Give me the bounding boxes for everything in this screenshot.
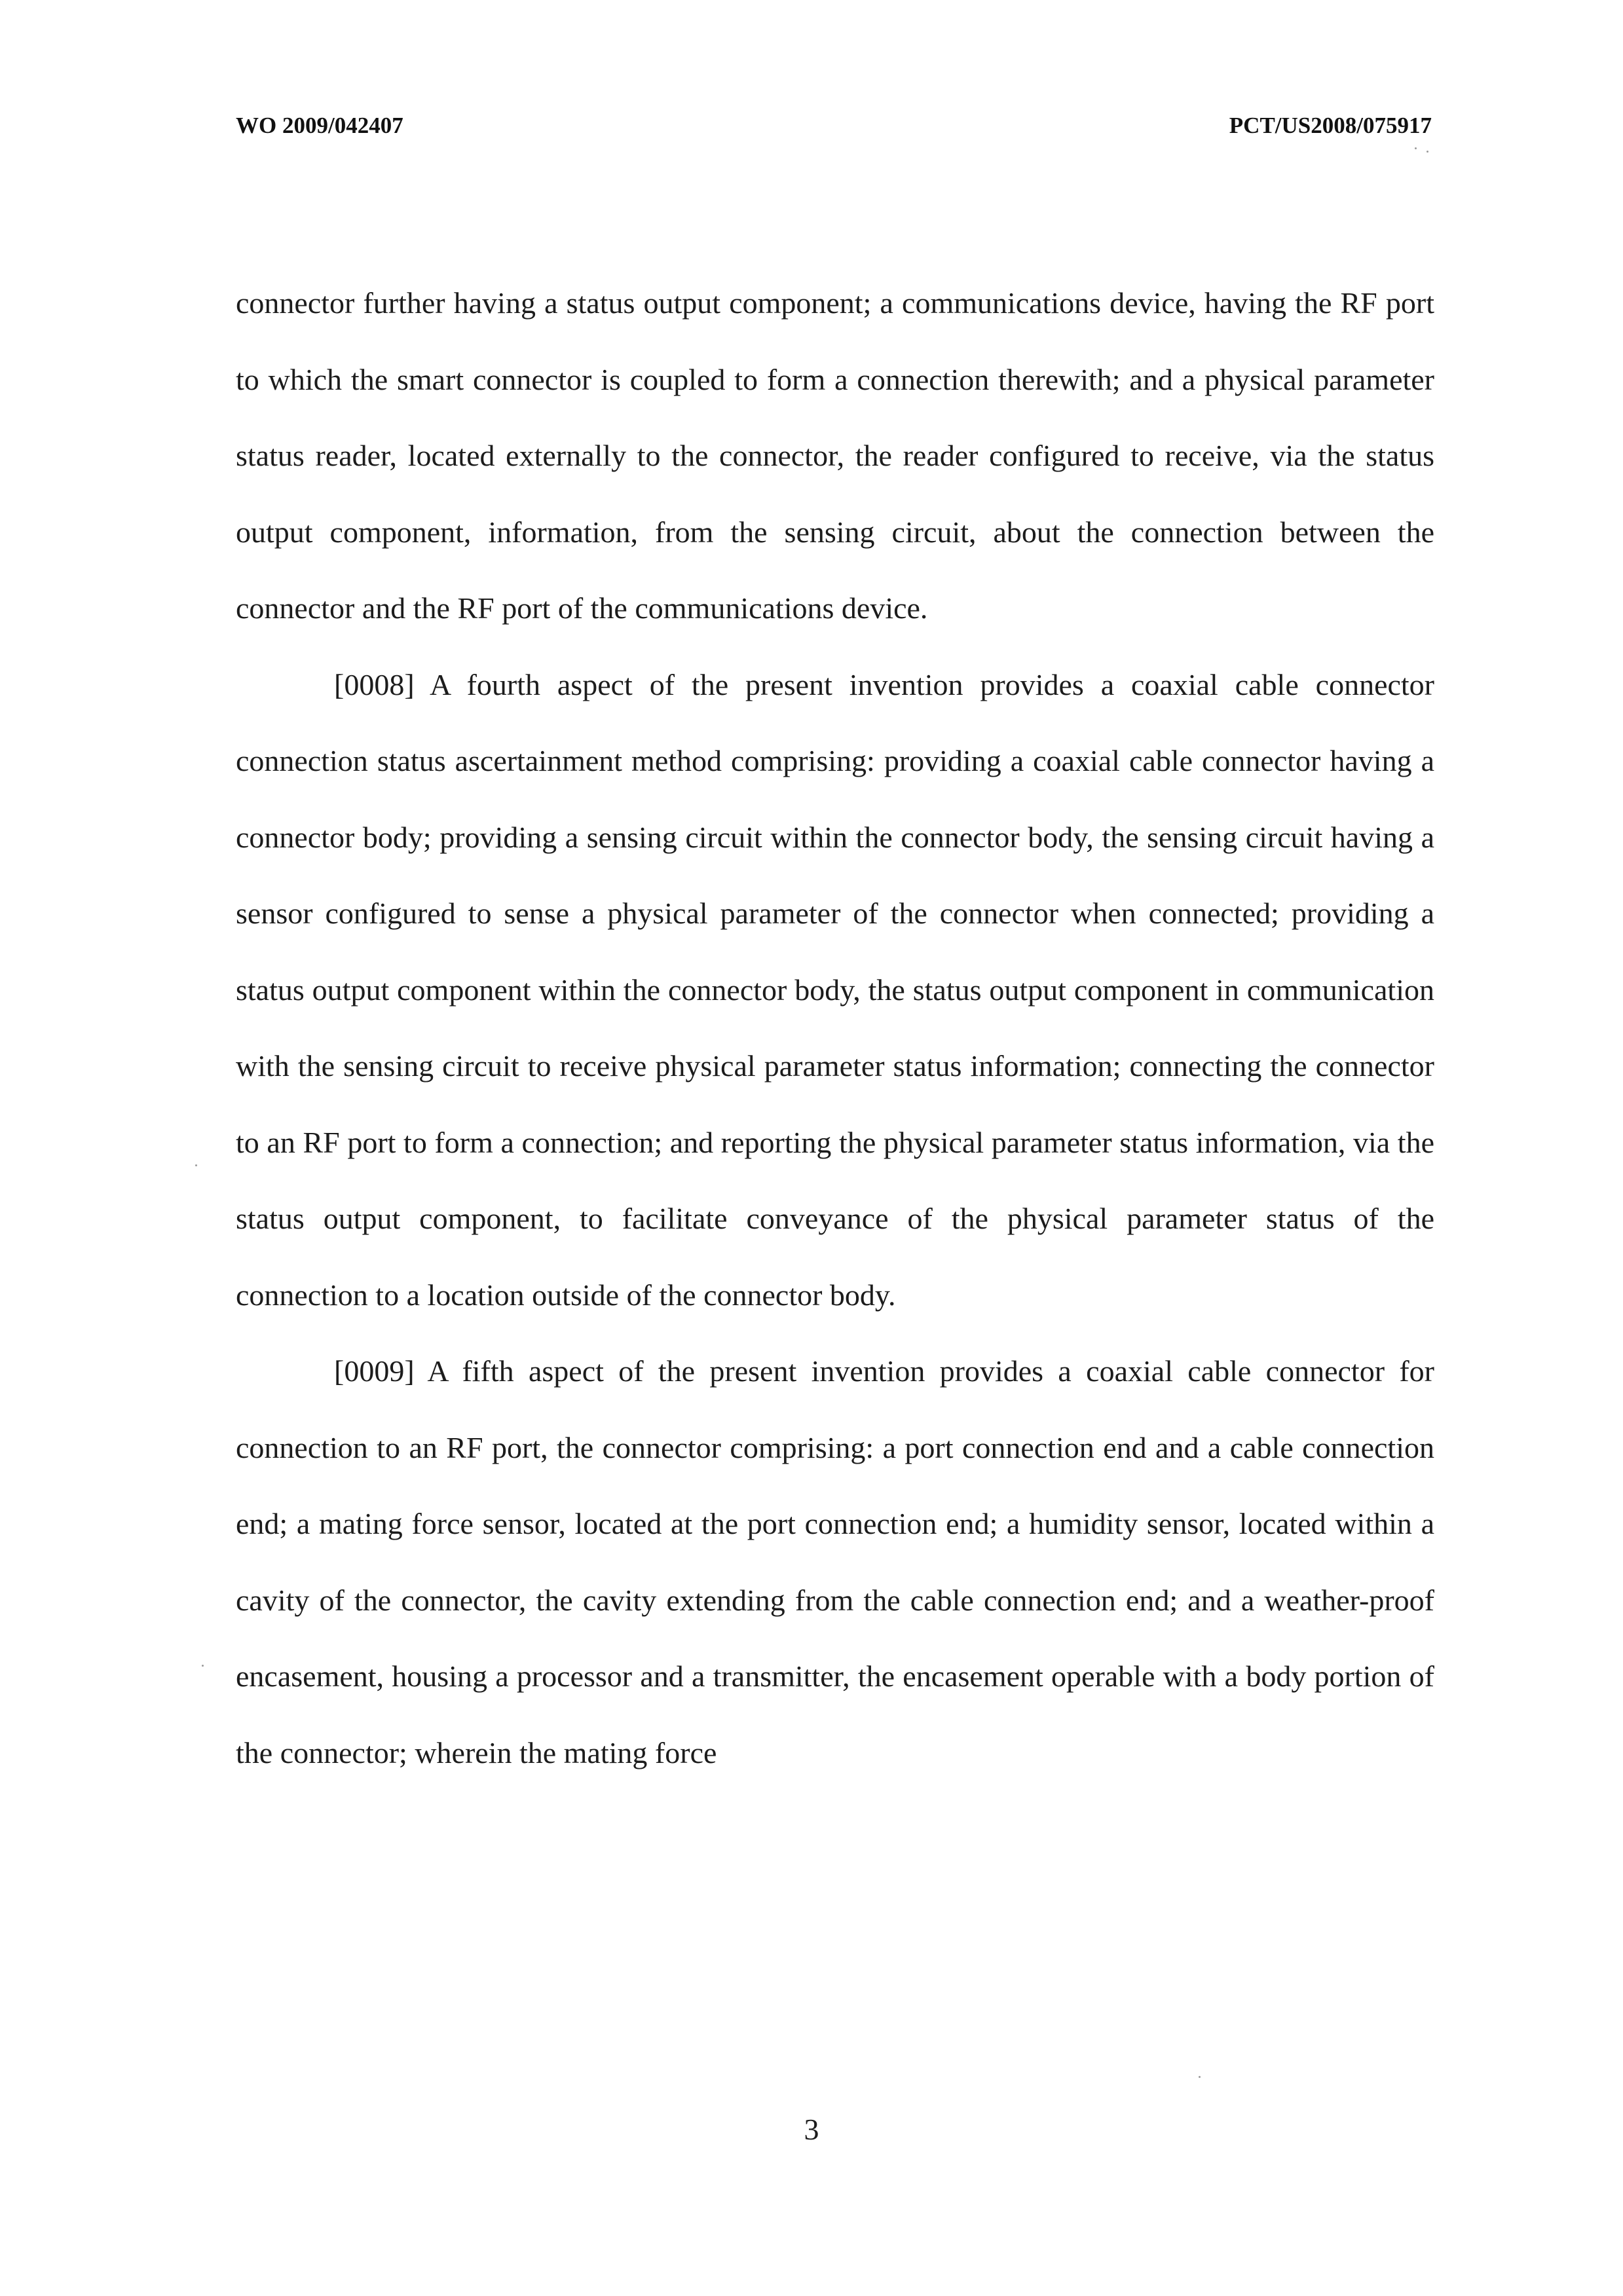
- scan-speck: [1415, 147, 1417, 149]
- paragraph-continuation: connector further having a status output component; a communications device, having the RF port to which the smart connector is coupled to form a connection therewith; and a physical parameter status reader, located externally to the connector, the reader configured to receive, via the status output component, information, from the sensing circuit, about the connection between the connector and the RF port of the communications device.: [236, 286, 1434, 625]
- scan-speck: [1199, 2076, 1201, 2078]
- publication-number: WO 2009/042407: [236, 113, 403, 138]
- paragraph-0008: [0008] A fourth aspect of the present invention provides a coaxial cable connector connection status ascertainment method comprising: providing a coaxial cable connector having a connector body; providing a sensing circuit within the connector body, the sensing circuit having a sensor configured to sense a physical parameter of the connector when connected; providing a status output component within the connector body, the status output component in communication with the sensing circuit to receive physical parameter status information; connecting the connector to an RF port to form a connection; and reporting the physical parameter status information, via the status output component, to facilitate conveyance of the physical parameter status of the connection to a location outside of the connector body.: [236, 667, 1434, 1312]
- document-body: [236, 265, 1434, 1791]
- page-number: 3: [804, 2113, 819, 2146]
- scan-speck: [195, 1164, 197, 1166]
- scan-speck: [202, 1665, 204, 1667]
- paragraph-0009: [0009] A fifth aspect of the present invention provides a coaxial cable connector for connection to an RF port, the connector comprising: a port connection end and a cable connection end; a mating force sensor, located at the port connection end; a humidity sensor, located within a cavity of the connector, the cavity extending from the cable connection end; and a weather-proof encasement, housing a processor and a transmitter, the encasement operable with a body portion of the connector; wherein the mating force: [236, 1354, 1434, 1769]
- application-number: PCT/US2008/075917: [1229, 113, 1432, 138]
- scan-speck: [1427, 151, 1428, 153]
- page-header: [236, 113, 1432, 145]
